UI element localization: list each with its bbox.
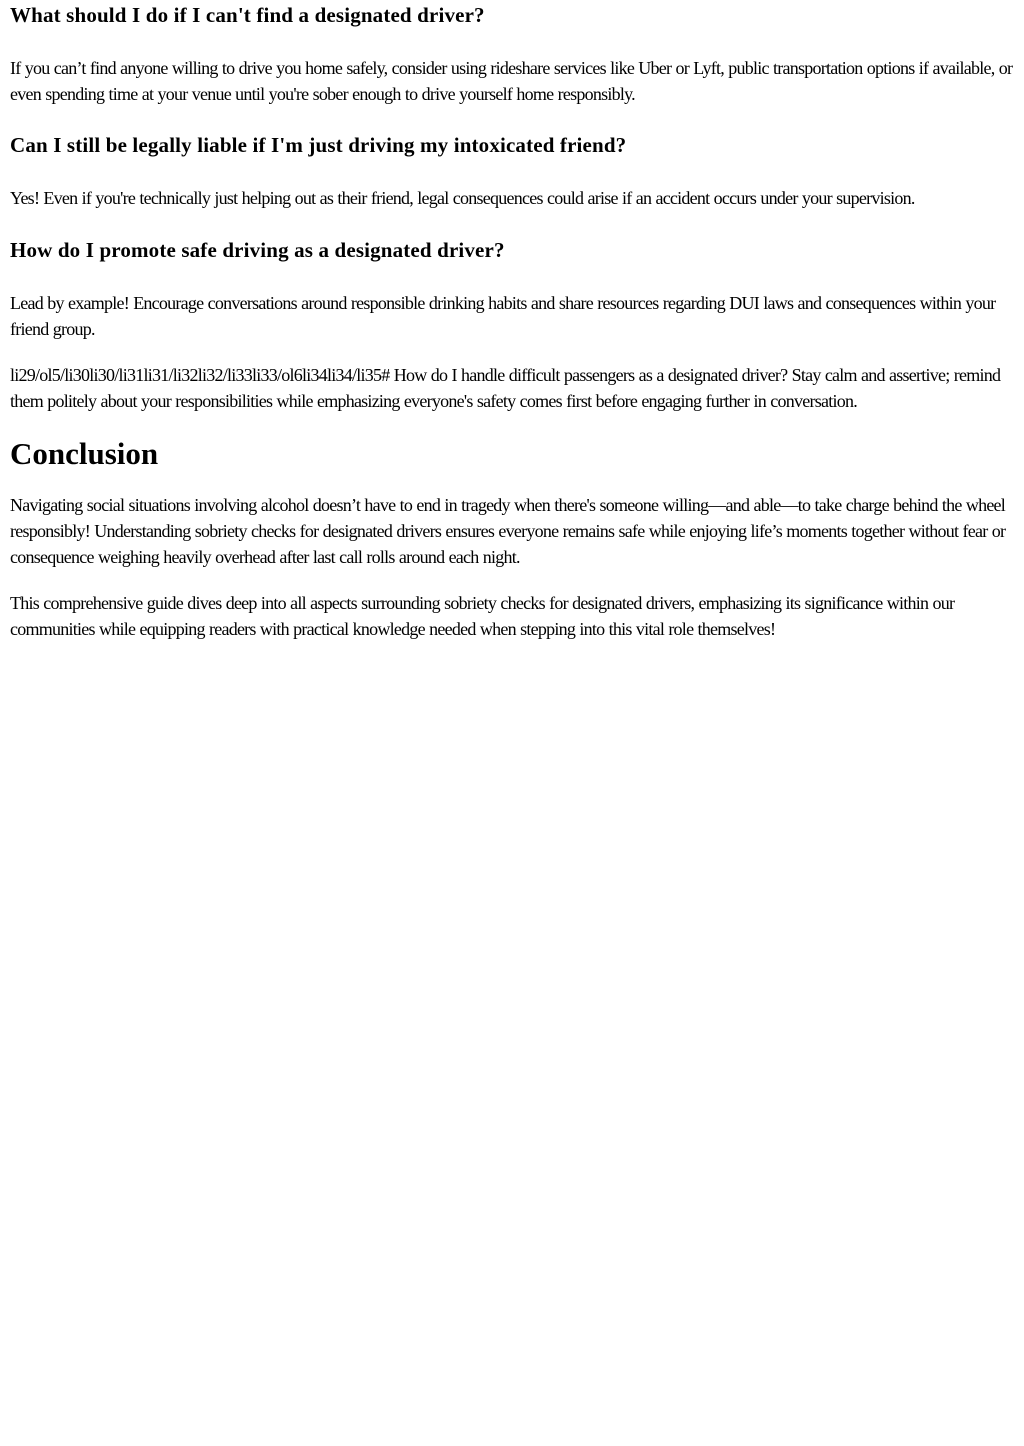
faq-answer-paragraph: Lead by example! Encourage conversations around responsible drinking habits and share resources regarding DUI laws and consequences within your friend group.: [10, 293, 996, 339]
faq-answer-paragraph: If you can’t find anyone willing to drive you home safely, consider using rideshare services like Uber or Lyft, public transportation options if available, or even spending time at your venue until you're sober enough to drive yourself home responsibly.: [10, 58, 1013, 104]
conclusion-paragraph: Navigating social situations involving alcohol doesn’t have to end in tragedy when there's someone willing—and able—to take charge behind the wheel responsibly! Understanding sobriety checks for designated drivers ensures everyone remains safe while enjoying life’s moments together without fear or consequence weighing heavily overhead after last call rolls around each night.: [10, 495, 1006, 567]
faq-question-heading: Can I still be legally liable if I'm just driving my intoxicated friend?: [10, 133, 627, 157]
conclusion-paragraph: This comprehensive guide dives deep into all aspects surrounding sobriety checks for designated drivers, emphasizing its significance within our communities while equipping readers with practical knowledge needed when stepping into this vital role themselves!: [10, 593, 955, 639]
stray-faq-paragraph: li29/ol5/li30li30/li31li31/li32li32/li33li33/ol6li34li34/li35# How do I handle difficult passengers as a designated driver? Stay calm and assertive; remind them politely about your responsibilities while emphasizing everyone's safety comes first before engaging further in conversation.: [10, 365, 1001, 411]
conclusion-heading: Conclusion: [10, 436, 159, 471]
faq-question-heading: How do I promote safe driving as a designated driver?: [10, 238, 505, 262]
faq-question-heading: What should I do if I can't find a designated driver?: [10, 3, 485, 27]
faq-answer-paragraph: Yes! Even if you're technically just helping out as their friend, legal consequences could arise if an accident occurs under your supervision.: [10, 188, 915, 208]
